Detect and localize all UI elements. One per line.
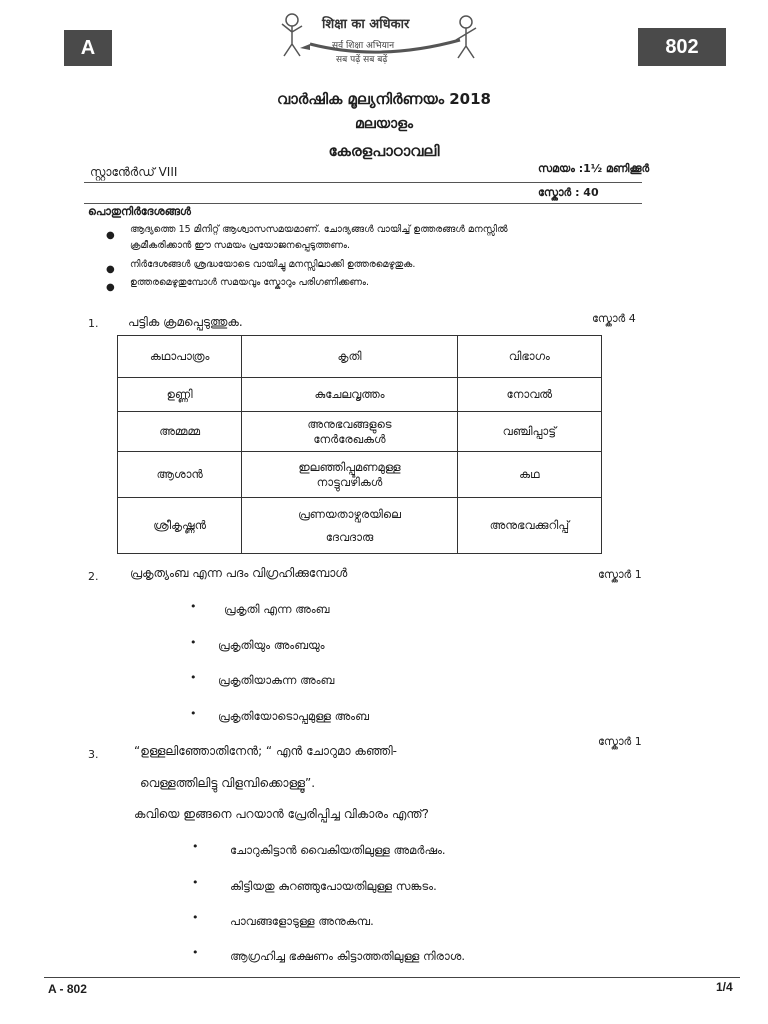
total-score-label: സ്കോർ : 40: [538, 186, 599, 199]
table-cell: അമ്മമ്മ: [118, 412, 242, 452]
cell-line: അനുഭവങ്ങളുടെ: [307, 416, 392, 431]
instruction-item-cont: ക്രമീകരിക്കാൻ ഈ സമയം പ്രയോജനപ്പെടുത്തണം.: [130, 240, 350, 251]
table-cell: [242, 412, 457, 452]
logo-subtitle: सर्व शिक्षा अभियान: [332, 41, 395, 51]
table-cell: [242, 452, 457, 498]
page-number: 1/4: [716, 980, 733, 994]
standard-label: സ്റ്റാൻേർഡ് VIII: [90, 165, 178, 179]
option-bullet-icon: •: [192, 876, 199, 889]
table-cell: വഞ്ചിപ്പാട്ട്: [457, 412, 601, 452]
question-score: സ്കോർ 1: [598, 568, 642, 581]
table-header-cell: കഥാപാത്രം: [118, 336, 242, 378]
option-text: ആഗ്രഹിച്ച ഭക്ഷണം കിട്ടാത്തതിലുള്ള നിരാശ.: [230, 949, 465, 963]
option-bullet-icon: •: [192, 840, 199, 853]
bullet-icon: ●: [106, 282, 115, 293]
cell-line: ഇലഞ്ഞിപ്പൂമണമുള്ള: [298, 459, 401, 474]
table-row: [118, 378, 602, 412]
matching-table: [117, 335, 602, 554]
question-text: പ്രകൃത്യംബ എന്ന പദം വിഗ്രഹിക്കുമ്പോൾ: [130, 566, 348, 580]
option-bullet-icon: •: [190, 600, 197, 613]
cell-line: നാട്ടുവഴികൾ: [316, 474, 383, 489]
cell-line: ദേവദാരു: [325, 529, 374, 544]
question-number: 3.: [88, 748, 99, 761]
option-text: പ്രകൃതിയാകുന്ന അംബ: [218, 673, 335, 687]
question-text: പട്ടിക ക്രമപ്പെടുത്തുക.: [128, 315, 243, 329]
time-label: സമയം :1½ മണിക്കൂർ: [538, 162, 650, 175]
table-row: [118, 452, 602, 498]
option-text: ചോറുകിട്ടാൻ വൈകിയതിലുള്ള അമർഷം.: [230, 843, 446, 857]
table-cell: നോവൽ: [457, 378, 601, 412]
logo-title: शिक्षा का अधिकार: [322, 17, 410, 32]
table-cell: [242, 378, 457, 412]
table-cell: ഉണ്ണി: [118, 378, 242, 412]
table-cell: ശ്രീകൃഷ്ണൻ: [118, 498, 242, 554]
option-bullet-icon: •: [190, 707, 197, 720]
table-header-cell: വിഭാഗം: [457, 336, 601, 378]
cell-line: നേർരേഖകൾ: [313, 431, 386, 446]
question-score: സ്കോർ 1: [598, 735, 642, 748]
logo-tagline: सब पढ़ें सब बढ़ें: [336, 55, 388, 65]
question-number: 2.: [88, 570, 99, 583]
option-bullet-icon: •: [192, 946, 199, 959]
option-text: പ്രകൃതിയും അംബയും: [218, 638, 325, 652]
cell-line: കുചേലവൃത്തം: [314, 387, 385, 401]
table-cell: കഥ: [457, 452, 601, 498]
table-header-cell: കൃതി: [242, 336, 457, 378]
cell-line: പ്രണയതാഴ്വരയിലെ: [298, 506, 401, 521]
question-score: സ്കോർ 4: [592, 312, 636, 325]
quote-line: “ഉള്ളലിഞ്ഞോതിനേൻ; “ എൻ ചോറുമാ കഞ്ഞി-: [134, 744, 398, 758]
instruction-item: നിർദേശങ്ങൾ ശ്രദ്ധയോടെ വായിച്ചു മനസ്സിലാക്കി ഉത്തരമെഴുതുക.: [130, 259, 416, 270]
question-number: 1.: [88, 317, 99, 330]
table-cell: [242, 498, 457, 554]
general-instructions-heading: പൊതുനിർദേശങ്ങൾ: [88, 205, 191, 218]
footer-paper-code: A - 802: [48, 982, 87, 996]
header-divider-bottom: [84, 203, 642, 204]
option-bullet-icon: •: [190, 636, 197, 649]
table-row: [118, 412, 602, 452]
instruction-item: ആദ്യത്തെ 15 മിനിറ്റ് ആശ്വാസസമയമാണ്. ചോദ്യങ്ങൾ വായിച്ച് ഉത്തരങ്ങൾ മനസ്സിൽ: [130, 224, 508, 235]
subject-title: മലയാളം: [354, 116, 414, 132]
footer-divider: [44, 977, 740, 978]
option-text: കിട്ടിയതു കുറഞ്ഞുപോയതിലുള്ള സങ്കടം.: [230, 879, 437, 893]
bullet-icon: ●: [106, 230, 115, 241]
exam-title: വാർഷിക മൂല്യനിർണയം 2018: [277, 90, 491, 108]
table-cell: അനുഭവക്കുറിപ്പ്: [457, 498, 601, 554]
option-text: പ്രകൃതിയോടൊപ്പമുള്ള അംബ: [218, 709, 369, 723]
option-bullet-icon: •: [192, 911, 199, 924]
bullet-icon: ●: [106, 264, 115, 275]
instruction-item: ഉത്തരമെഴുതുമ്പോൾ സമയവും സ്കോറും പരിഗണിക്കണം.: [130, 277, 370, 288]
option-bullet-icon: •: [190, 671, 197, 684]
table-cell: ആശാൻ: [118, 452, 242, 498]
paper-code-badge-left: A: [64, 30, 112, 66]
option-text: പാവങ്ങളോടുള്ള അനുകമ്പ.: [230, 914, 374, 928]
question-text: കവിയെ ഇങ്ങനെ പറയാൻ പ്രേരിപ്പിച്ച വികാരം എന്ത്?: [134, 807, 429, 821]
table-header-row: [118, 336, 602, 378]
quote-line: വെള്ളത്തിലിട്ടു വിളമ്പിക്കൊള്ളൂ”.: [140, 776, 316, 790]
header-divider: [84, 182, 642, 183]
option-text: പ്രകൃതി എന്ന അംബ: [224, 602, 330, 616]
textbook-title: കേരളപാഠാവലി: [328, 142, 440, 160]
paper-code-badge-right: 802: [638, 28, 726, 66]
table-row: [118, 498, 602, 554]
